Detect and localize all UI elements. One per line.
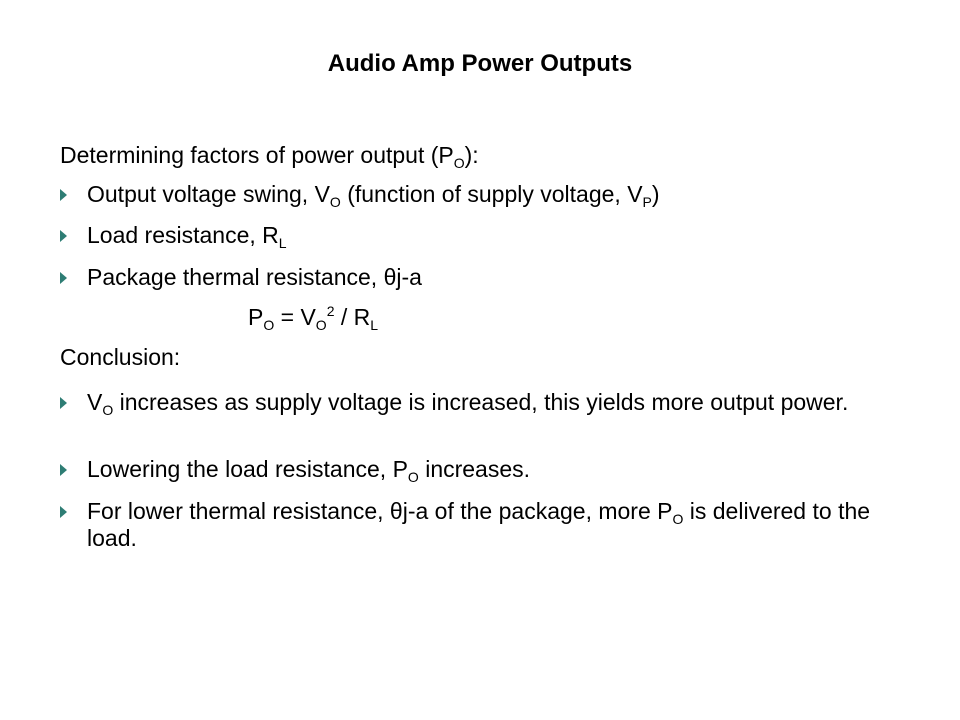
factors-heading-end: ):	[464, 142, 479, 168]
factors-heading-sub: O	[453, 155, 465, 171]
slide-title: Audio Amp Power Outputs	[327, 50, 633, 77]
factor-item-text: Load resistance, $R_L$	[87, 222, 287, 251]
triangle-bullet-icon	[60, 506, 67, 518]
triangle-bullet-icon	[60, 230, 67, 242]
triangle-bullet-icon	[60, 189, 67, 201]
conclusion-item-text: Lowering the load resistance, $P_O$ increases.	[87, 456, 531, 485]
triangle-bullet-icon	[60, 272, 67, 284]
power-formula: $P_O = V_O^2 / R_L$	[248, 303, 379, 333]
conclusion-item-text: $V_O$ increases as supply voltage is increased, this yields more output power.	[87, 389, 849, 418]
conclusion-heading: Conclusion:	[60, 344, 181, 370]
factors-heading	[60, 142, 479, 169]
factors-heading-text: Determining factors of power output (P	[60, 142, 454, 168]
factor-item-text: Package thermal resistance, θj-a	[87, 264, 422, 290]
conclusion-item-text: For lower thermal resistance, θj-a of the package, more $P_O$ is delivered to the load.	[87, 498, 871, 551]
factor-item-text: Output voltage swing, $V_O$ (function of supply voltage, $V_P$)	[87, 181, 660, 210]
triangle-bullet-icon	[60, 464, 67, 476]
triangle-bullet-icon	[60, 397, 67, 409]
